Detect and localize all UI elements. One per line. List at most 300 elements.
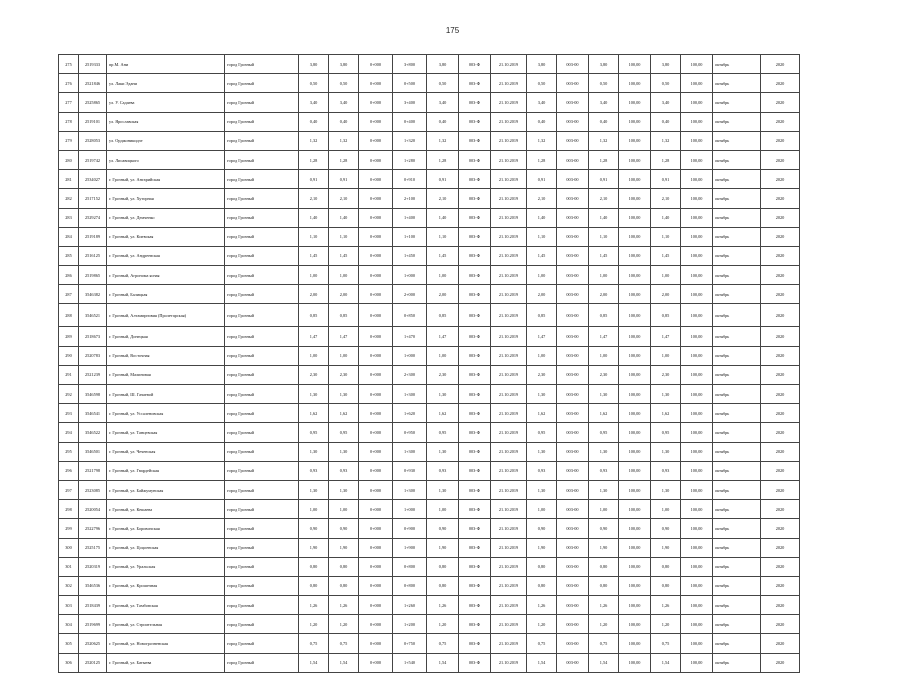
cell-start-km: 0+000 [359,246,393,265]
cell-length-checked: 0,93 [427,461,459,480]
cell-month: октябрь [713,653,761,672]
cell-start-km: 0+000 [359,170,393,189]
cell-doc-code: 003-Ф [459,500,491,519]
cell-length-total: 1,30 [329,442,359,461]
cell-year: 2020 [761,346,800,365]
cell-end-km: 0+950 [393,423,427,442]
cell-road-code: 2520054 [79,500,107,519]
cell-length-final: 1,32 [651,131,681,150]
cell-road-code: 2517152 [79,189,107,208]
cell-length-total: 2,10 [329,189,359,208]
cell-length-repaired: 0,80 [589,576,619,595]
cell-length-total: 0,80 [329,557,359,576]
cell-locality: город Грозный [225,131,299,150]
cell-percent-repaired: 100,00 [619,442,651,461]
cell-start-km: 0+000 [359,112,393,131]
cell-length: 1,00 [299,500,329,519]
cell-length-repaired: 1,00 [589,346,619,365]
table-row [59,189,800,208]
cell-end-km: 2+300 [393,365,427,384]
cell-year: 2020 [761,93,800,112]
cell-end-km: 2+000 [393,285,427,304]
cell-doc-code: 003-Ф [459,615,491,634]
cell-length-total: 2,30 [329,365,359,384]
cell-percent-final: 100,00 [681,346,713,365]
cell-length-final: 3,40 [651,93,681,112]
cell-doc-code: 003-Ф [459,365,491,384]
cell-doc-date: 21.10.2019 [491,346,527,365]
cell-road-code: 3546382 [79,285,107,304]
cell-length-repaired: 3,40 [589,93,619,112]
cell-road-name: г. Грозный, ул. Чеченская [107,442,225,461]
cell-length-total: 2,00 [329,285,359,304]
cell-year: 2020 [761,480,800,499]
cell-length-total: 1,47 [329,327,359,346]
cell-length-final: 1,10 [651,227,681,246]
cell-doc-code: 003-Ф [459,576,491,595]
cell-length-checked: 0,40 [427,112,459,131]
cell-percent-repaired: 100,00 [619,557,651,576]
cell-length: 1,47 [299,327,329,346]
cell-end-km: 1+000 [393,266,427,285]
cell-end-km: 0+800 [393,557,427,576]
cell-percent-final: 100,00 [681,365,713,384]
cell-length-final: 0,91 [651,170,681,189]
cell-end-km: 3+800 [393,55,427,74]
cell-length-checked: 0,95 [427,423,459,442]
cell-percent-final: 100,00 [681,327,713,346]
cell-length-checked: 1,30 [427,480,459,499]
cell-length-repaired: 0,80 [589,557,619,576]
cell-length-norm: 1,45 [527,246,557,265]
cell-locality: город Грозный [225,461,299,480]
cell-length-total: 0,95 [329,423,359,442]
cell-doc-date: 21.10.2019 [491,285,527,304]
cell-road-code: 3546521 [79,304,107,327]
cell-length-final: 2,00 [651,285,681,304]
cell-category-code: 003-00 [557,208,589,227]
cell-doc-date: 21.10.2019 [491,596,527,615]
cell-row-number: 278 [59,112,79,131]
cell-road-code: 2519742 [79,150,107,169]
cell-length-norm: 1,00 [527,266,557,285]
cell-road-code: 2518439 [79,596,107,615]
cell-length-total: 1,26 [329,596,359,615]
cell-end-km: 1+300 [393,385,427,404]
cell-length-repaired: 1,00 [589,500,619,519]
cell-doc-code: 003-Ф [459,131,491,150]
cell-length-checked: 1,28 [427,150,459,169]
cell-row-number: 304 [59,615,79,634]
cell-length-checked: 1,26 [427,596,459,615]
cell-end-km: 1+470 [393,327,427,346]
cell-row-number: 302 [59,576,79,595]
cell-year: 2020 [761,653,800,672]
cell-length-final: 0,85 [651,304,681,327]
cell-start-km: 0+000 [359,93,393,112]
cell-doc-date: 21.10.2019 [491,538,527,557]
cell-locality: город Грозный [225,519,299,538]
cell-road-code: 3546541 [79,404,107,423]
cell-locality: город Грозный [225,112,299,131]
cell-doc-date: 21.10.2019 [491,304,527,327]
cell-length: 1,90 [299,538,329,557]
cell-length-norm: 1,00 [527,346,557,365]
cell-length-repaired: 0,95 [589,423,619,442]
cell-month: октябрь [713,93,761,112]
cell-length-norm: 0,40 [527,112,557,131]
cell-length-checked: 0,90 [427,519,459,538]
cell-length-total: 1,90 [329,538,359,557]
cell-road-name: г. Грозный, ул. Строительная [107,615,225,634]
cell-doc-code: 003-Ф [459,170,491,189]
cell-doc-code: 003-Ф [459,461,491,480]
cell-doc-date: 21.10.2019 [491,557,527,576]
cell-length-norm: 1,30 [527,442,557,461]
cell-percent-final: 100,00 [681,557,713,576]
cell-length-checked: 1,00 [427,346,459,365]
cell-start-km: 0+000 [359,227,393,246]
cell-doc-date: 21.10.2019 [491,170,527,189]
cell-locality: город Грозный [225,285,299,304]
cell-length-total: 1,00 [329,346,359,365]
cell-row-number: 292 [59,385,79,404]
table-row [59,346,800,365]
cell-length-norm: 0,80 [527,557,557,576]
cell-length-repaired: 1,30 [589,385,619,404]
cell-length-checked: 1,90 [427,538,459,557]
cell-locality: город Грозный [225,442,299,461]
cell-row-number: 299 [59,519,79,538]
cell-row-number: 285 [59,246,79,265]
cell-road-code: 2534027 [79,170,107,189]
cell-percent-repaired: 100,00 [619,285,651,304]
cell-start-km: 0+000 [359,327,393,346]
cell-length-norm: 1,00 [527,500,557,519]
cell-length-repaired: 2,30 [589,365,619,384]
cell-road-code: 3546598 [79,385,107,404]
cell-percent-repaired: 100,00 [619,500,651,519]
cell-length-repaired: 1,28 [589,150,619,169]
cell-end-km: 1+300 [393,442,427,461]
cell-end-km: 0+500 [393,74,427,93]
cell-percent-repaired: 100,00 [619,74,651,93]
cell-start-km: 0+000 [359,576,393,595]
cell-percent-final: 100,00 [681,131,713,150]
cell-road-name: г. Грозный, ул. Крошечная [107,576,225,595]
cell-length-repaired: 1,00 [589,266,619,285]
cell-doc-date: 21.10.2019 [491,461,527,480]
table-row [59,653,800,672]
cell-percent-repaired: 100,00 [619,576,651,595]
cell-start-km: 0+000 [359,285,393,304]
cell-length: 1,00 [299,266,329,285]
cell-month: октябрь [713,423,761,442]
cell-month: октябрь [713,246,761,265]
cell-doc-date: 21.10.2019 [491,404,527,423]
cell-month: октябрь [713,74,761,93]
cell-month: октябрь [713,266,761,285]
cell-road-name: ул. Орджоникидзе [107,131,225,150]
cell-row-number: 298 [59,500,79,519]
cell-length-repaired: 1,90 [589,538,619,557]
cell-category-code: 003-00 [557,365,589,384]
cell-month: октябрь [713,112,761,131]
table-row [59,112,800,131]
table-row [59,596,800,615]
cell-doc-code: 003-Ф [459,74,491,93]
cell-length-norm: 1,62 [527,404,557,423]
cell-locality: город Грозный [225,576,299,595]
cell-length: 0,75 [299,634,329,653]
cell-percent-final: 100,00 [681,385,713,404]
cell-locality: город Грозный [225,385,299,404]
cell-doc-code: 003-Ф [459,557,491,576]
cell-category-code: 003-00 [557,653,589,672]
cell-doc-date: 21.10.2019 [491,208,527,227]
cell-end-km: 1+540 [393,653,427,672]
cell-length: 1,28 [299,150,329,169]
cell-road-name: г. Грозный, ул. Киевская [107,227,225,246]
cell-length-total: 3,80 [329,55,359,74]
table-row [59,246,800,265]
cell-row-number: 284 [59,227,79,246]
cell-row-number: 290 [59,346,79,365]
cell-month: октябрь [713,131,761,150]
cell-length-final: 0,80 [651,557,681,576]
cell-length-final: 0,40 [651,112,681,131]
cell-length-repaired: 1,10 [589,227,619,246]
cell-length-norm: 3,80 [527,55,557,74]
cell-row-number: 301 [59,557,79,576]
cell-month: октябрь [713,480,761,499]
cell-length-total: 3,40 [329,93,359,112]
cell-month: октябрь [713,170,761,189]
cell-length-norm: 1,54 [527,653,557,672]
table-body [59,55,800,673]
cell-length-total: 0,75 [329,634,359,653]
cell-length-final: 0,75 [651,634,681,653]
cell-length-final: 2,10 [651,189,681,208]
cell-start-km: 0+000 [359,557,393,576]
cell-length-final: 1,00 [651,266,681,285]
cell-length-final: 1,30 [651,480,681,499]
cell-row-number: 281 [59,170,79,189]
table-row [59,170,800,189]
cell-length-checked: 1,54 [427,653,459,672]
cell-locality: город Грозный [225,327,299,346]
cell-end-km: 2+100 [393,189,427,208]
cell-category-code: 003-00 [557,131,589,150]
cell-end-km: 1+620 [393,404,427,423]
cell-year: 2020 [761,266,800,285]
cell-year: 2020 [761,404,800,423]
cell-category-code: 003-00 [557,346,589,365]
cell-month: октябрь [713,365,761,384]
cell-row-number: 294 [59,423,79,442]
cell-row-number: 305 [59,634,79,653]
cell-road-code: 2519865 [79,266,107,285]
cell-length-total: 0,80 [329,576,359,595]
cell-road-code: 2520319 [79,557,107,576]
cell-year: 2020 [761,596,800,615]
cell-end-km: 1+300 [393,480,427,499]
table-row [59,480,800,499]
cell-end-km: 0+900 [393,519,427,538]
cell-length-checked: 1,00 [427,266,459,285]
cell-start-km: 0+000 [359,346,393,365]
cell-length-repaired: 0,50 [589,74,619,93]
cell-percent-final: 100,00 [681,404,713,423]
cell-locality: город Грозный [225,653,299,672]
cell-doc-date: 21.10.2019 [491,131,527,150]
cell-length-total: 1,28 [329,150,359,169]
cell-category-code: 003-00 [557,74,589,93]
cell-road-name: г. Грозный, Ш. Гачаевой [107,385,225,404]
cell-category-code: 003-00 [557,615,589,634]
cell-category-code: 003-00 [557,327,589,346]
cell-road-name: ул. У. Садаева [107,93,225,112]
cell-start-km: 0+000 [359,74,393,93]
table-row [59,304,800,327]
cell-length-norm: 1,90 [527,538,557,557]
cell-category-code: 003-00 [557,519,589,538]
cell-length-final: 1,28 [651,150,681,169]
cell-length-total: 1,10 [329,227,359,246]
cell-road-name: г. Грозный, Донецкая [107,327,225,346]
cell-doc-code: 003-Ф [459,55,491,74]
cell-row-number: 282 [59,189,79,208]
cell-length: 0,95 [299,423,329,442]
cell-length-repaired: 2,00 [589,285,619,304]
cell-length: 3,40 [299,93,329,112]
cell-length-final: 0,80 [651,576,681,595]
cell-road-code: 2525175 [79,538,107,557]
cell-category-code: 003-00 [557,596,589,615]
cell-row-number: 287 [59,285,79,304]
cell-percent-repaired: 100,00 [619,170,651,189]
cell-length: 1,54 [299,653,329,672]
cell-doc-code: 003-Ф [459,150,491,169]
cell-length-checked: 1,30 [427,442,459,461]
cell-road-code: 2525865 [79,93,107,112]
cell-year: 2020 [761,227,800,246]
road-registry-table [58,54,800,673]
cell-length-total: 0,91 [329,170,359,189]
cell-doc-code: 003-Ф [459,189,491,208]
cell-year: 2020 [761,208,800,227]
cell-end-km: 1+000 [393,500,427,519]
cell-end-km: 1+200 [393,615,427,634]
cell-length-checked: 1,47 [427,327,459,346]
cell-length-final: 0,90 [651,519,681,538]
cell-end-km: 1+280 [393,150,427,169]
cell-locality: город Грозный [225,538,299,557]
cell-category-code: 003-00 [557,227,589,246]
cell-length: 2,30 [299,365,329,384]
cell-category-code: 003-00 [557,500,589,519]
cell-road-name: г. Грозный, ул. Гвардейская [107,461,225,480]
cell-road-name: г. Грозный, ул. Хуторная [107,189,225,208]
cell-road-name: г. Грозный, ул. Цоцоенская [107,538,225,557]
table-row [59,442,800,461]
cell-doc-code: 003-Ф [459,246,491,265]
cell-length-repaired: 0,85 [589,304,619,327]
cell-doc-date: 21.10.2019 [491,74,527,93]
cell-year: 2020 [761,385,800,404]
cell-length-final: 1,26 [651,596,681,615]
cell-road-name: пр.М. Ани [107,55,225,74]
cell-length-norm: 0,50 [527,74,557,93]
cell-length-checked: 0,91 [427,170,459,189]
cell-percent-repaired: 100,00 [619,596,651,615]
cell-road-code: 2521239 [79,365,107,384]
table-row [59,266,800,285]
cell-year: 2020 [761,285,800,304]
cell-road-code: 3546522 [79,423,107,442]
cell-locality: город Грозный [225,93,299,112]
cell-percent-final: 100,00 [681,596,713,615]
cell-year: 2020 [761,246,800,265]
cell-percent-final: 100,00 [681,55,713,74]
table-row [59,93,800,112]
cell-length-norm: 2,10 [527,189,557,208]
cell-doc-code: 003-Ф [459,327,491,346]
cell-road-code: 2519189 [79,227,107,246]
cell-length-repaired: 1,40 [589,208,619,227]
cell-month: октябрь [713,634,761,653]
cell-length-total: 1,30 [329,480,359,499]
cell-road-name: г. Грозный, Агронома ясная [107,266,225,285]
cell-start-km: 0+000 [359,538,393,557]
cell-category-code: 003-00 [557,285,589,304]
cell-year: 2020 [761,112,800,131]
cell-length: 1,32 [299,131,329,150]
cell-start-km: 0+000 [359,442,393,461]
table-row [59,285,800,304]
cell-row-number: 276 [59,74,79,93]
cell-length-repaired: 0,40 [589,112,619,131]
cell-start-km: 0+000 [359,266,393,285]
cell-length-checked: 2,10 [427,189,459,208]
cell-percent-repaired: 100,00 [619,615,651,634]
cell-length-final: 1,30 [651,385,681,404]
cell-doc-date: 21.10.2019 [491,55,527,74]
cell-start-km: 0+000 [359,131,393,150]
cell-locality: город Грозный [225,346,299,365]
cell-percent-final: 100,00 [681,304,713,327]
cell-row-number: 291 [59,365,79,384]
cell-category-code: 003-00 [557,576,589,595]
cell-length-repaired: 0,75 [589,634,619,653]
cell-row-number: 303 [59,596,79,615]
cell-percent-final: 100,00 [681,246,713,265]
cell-end-km: 1+320 [393,131,427,150]
cell-road-code: 2516125 [79,246,107,265]
cell-category-code: 003-00 [557,538,589,557]
cell-end-km: 1+260 [393,596,427,615]
cell-length-checked: 0,85 [427,304,459,327]
cell-length-repaired: 1,32 [589,131,619,150]
cell-length-norm: 0,91 [527,170,557,189]
cell-length-repaired: 0,90 [589,519,619,538]
cell-length-norm: 1,20 [527,615,557,634]
cell-row-number: 275 [59,55,79,74]
cell-percent-repaired: 100,00 [619,55,651,74]
cell-month: октябрь [713,461,761,480]
cell-percent-final: 100,00 [681,266,713,285]
cell-category-code: 003-00 [557,112,589,131]
